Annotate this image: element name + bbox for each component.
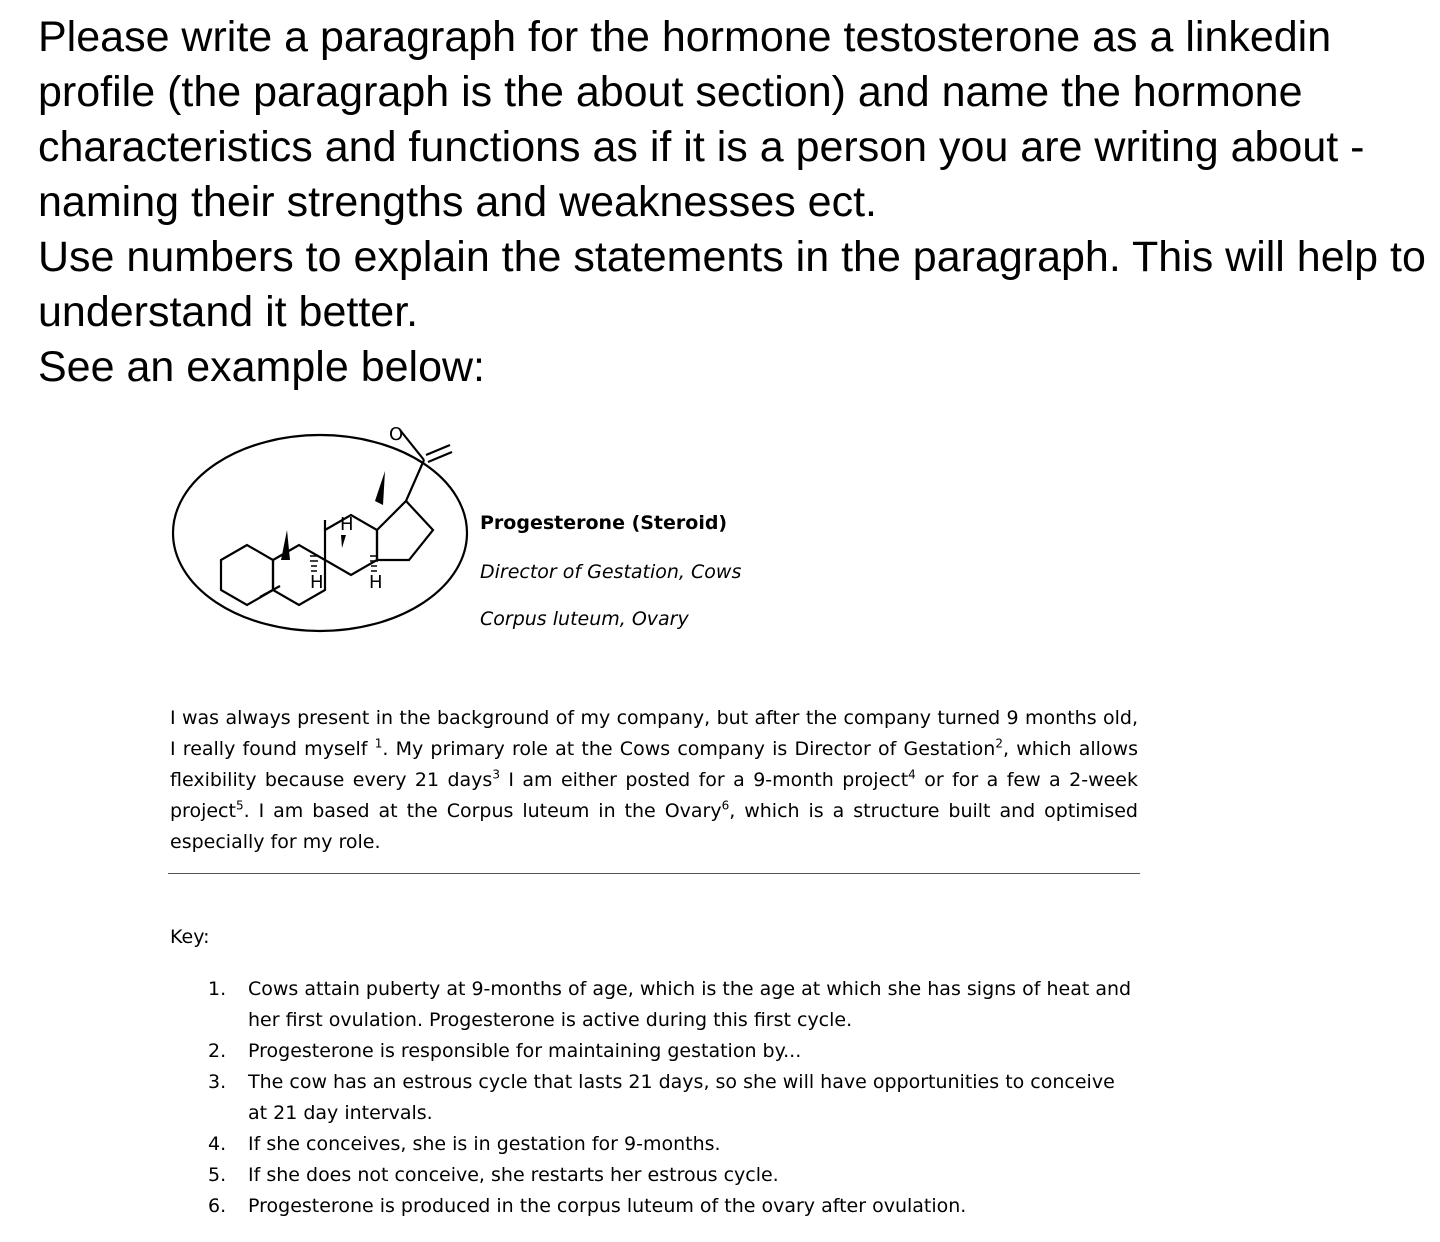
- wedge-bond-3: [341, 535, 346, 548]
- divider: [168, 873, 1140, 874]
- prompt-paragraph-1: Please write a paragraph for the hormone testosterone as a linkedin profile (the paragraph is the about section) and name the hormone characteristics and functions as if it is a person you are writing about - naming their strengths and weaknesses ect.: [38, 13, 1365, 226]
- about-text-part: , which allows flexibility because every 21 days: [170, 738, 1138, 791]
- oxygen-label: O: [389, 424, 404, 445]
- key-item-text: If she conceives, she is in gestation for 9-months.: [248, 1133, 721, 1155]
- key-item-text: Progesterone is responsible for maintaining gestation by...: [248, 1040, 802, 1062]
- about-text-part: I was always present in the background of my company, but after the company turned 9 months old, I really found myself: [170, 707, 1138, 760]
- footnote-ref: 4: [908, 767, 916, 782]
- key-item: [200, 1036, 1138, 1067]
- key-item-text: If she does not conceive, she restarts her estrous cycle.: [248, 1164, 779, 1186]
- key-item-number: 1.: [208, 978, 227, 1000]
- footnote-ref: 1: [374, 736, 383, 751]
- prompt-paragraph-3: See an example below:: [38, 343, 486, 391]
- hydrogen-label-top: H: [340, 514, 354, 535]
- key-item-number: 2.: [208, 1040, 227, 1062]
- wedge-bond-1: [281, 530, 290, 560]
- key-item: [200, 1191, 1138, 1222]
- example-about-paragraph: [170, 703, 1138, 858]
- key-item-number: 3.: [208, 1071, 227, 1093]
- about-text-part: I am either posted for a 9-month project: [499, 769, 909, 791]
- key-item: [200, 1160, 1138, 1191]
- key-item-number: 6.: [208, 1195, 227, 1217]
- key-item: [200, 1129, 1138, 1160]
- key-item-number: 5.: [208, 1164, 227, 1186]
- about-text-part: . I am based at the Corpus luteum in the Ovary: [243, 800, 722, 822]
- ring-a: [221, 545, 273, 605]
- profile-name: Progesterone (Steroid): [480, 512, 728, 534]
- key-heading: Key:: [170, 926, 210, 948]
- key-item: [200, 1067, 1138, 1129]
- prompt-instructions: [38, 10, 1433, 395]
- key-item-text: The cow has an estrous cycle that lasts 21 days, so she will have opportunities to conceive at 21 day intervals.: [248, 1071, 1115, 1124]
- about-text-part: , which is a structure built and optimised especially for my role.: [170, 800, 1138, 853]
- hydrogen-label-left: H: [310, 572, 324, 593]
- profile-location: Corpus luteum, Ovary: [480, 608, 689, 630]
- about-text-part: . My primary role at the Cows company is Director of Gestation: [382, 738, 996, 760]
- key-item-text: Cows attain puberty at 9-months of age, which is the age at which she has signs of heat and her first ovulation. Progesterone is active during this first cycle.: [248, 978, 1132, 1031]
- footnote-ref: 6: [721, 798, 730, 813]
- key-item-text: Progesterone is produced in the corpus luteum of the ovary after ovulation.: [248, 1195, 967, 1217]
- ring-d: [377, 501, 433, 560]
- steroid-structure-diagram: [170, 408, 475, 638]
- key-item: [200, 974, 1138, 1036]
- hydrogen-label-right: H: [369, 572, 383, 593]
- prompt-paragraph-2: Use numbers to explain the statements in the paragraph. This will help to understand it better.: [38, 233, 1426, 336]
- footnote-ref: 3: [492, 767, 500, 782]
- key-list: [200, 974, 1138, 1222]
- footnote-ref: 5: [235, 798, 244, 813]
- about-text-part: or for a few a 2-week project: [170, 769, 1138, 822]
- profile-title: Director of Gestation, Cows: [480, 561, 742, 583]
- footnote-ref: 2: [995, 736, 1003, 751]
- key-item-number: 4.: [208, 1133, 227, 1155]
- wedge-bond-2: [375, 471, 385, 505]
